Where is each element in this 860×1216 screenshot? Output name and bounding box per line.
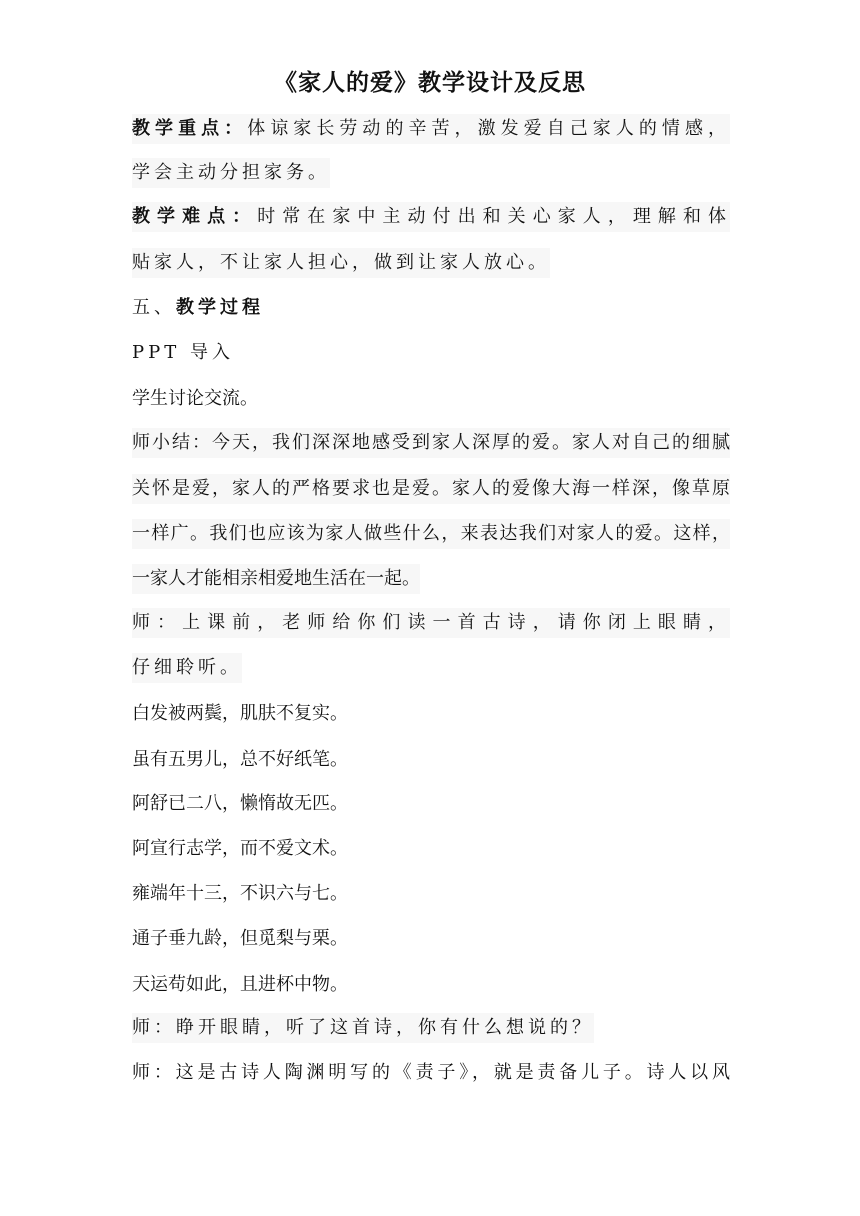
teacher-question-line: 师：睁开眼睛，听了这首诗，你有什么想说的？	[132, 1013, 594, 1043]
section-title: 教学过程	[176, 297, 264, 318]
key-point-label: 教学重点：	[132, 118, 248, 139]
difficulty-line-2: 贴家人，不让家人担心，做到让家人放心。	[132, 248, 550, 278]
difficulty-line-1	[132, 202, 730, 232]
poem-line: 白发被两鬓，肌肤不复实。	[132, 703, 348, 724]
key-point-line-2: 学会主动分担家务。	[132, 158, 330, 188]
poem-line: 虽有五男儿，总不好纸笔。	[132, 749, 348, 770]
paragraph-line: PPT 导入	[132, 342, 234, 363]
difficulty-label: 教学难点：	[132, 206, 258, 227]
poem-line: 通子垂九龄，但觅梨与栗。	[132, 928, 348, 949]
poem-line: 阿宣行志学，而不爱文术。	[132, 838, 348, 859]
poem-line: 天运苟如此，且进杯中物。	[132, 974, 348, 995]
section-number: 五、	[132, 297, 176, 318]
teacher-explain-line: 师：这是古诗人陶渊明写的《责子》，就是责备儿子。诗人以风	[132, 1062, 730, 1083]
teacher-line-2: 仔细聆听。	[132, 653, 242, 683]
poem-line: 阿舒已二八，懒惰故无匹。	[132, 793, 348, 814]
section-heading	[132, 293, 264, 323]
paragraph-line: 学生讨论交流。	[132, 388, 258, 409]
summary-line-4: 一家人才能相亲相爱地生活在一起。	[132, 564, 420, 594]
summary-line-1: 师小结：今天，我们深深地感受到家人深厚的爱。家人对自己的细腻	[132, 428, 730, 458]
key-point-line-1	[132, 114, 730, 144]
summary-line-3: 一样广。我们也应该为家人做些什么，来表达我们对家人的爱。这样，	[132, 519, 730, 549]
difficulty-text: 时常在家中主动付出和关心家人，理解和体	[257, 206, 730, 227]
teacher-line-1: 师：上课前，老师给你们读一首古诗，请你闭上眼睛，	[132, 608, 730, 638]
summary-line-2: 关怀是爱，家人的严格要求也是爱。家人的爱像大海一样深，像草原	[132, 474, 730, 504]
key-point-text: 体谅家长劳动的辛苦，激发爱自己家人的情感，	[247, 118, 731, 139]
poem-line: 雍端年十三，不识六与七。	[132, 883, 348, 904]
document-title: 《家人的爱》教学设计及反思	[274, 69, 586, 96]
